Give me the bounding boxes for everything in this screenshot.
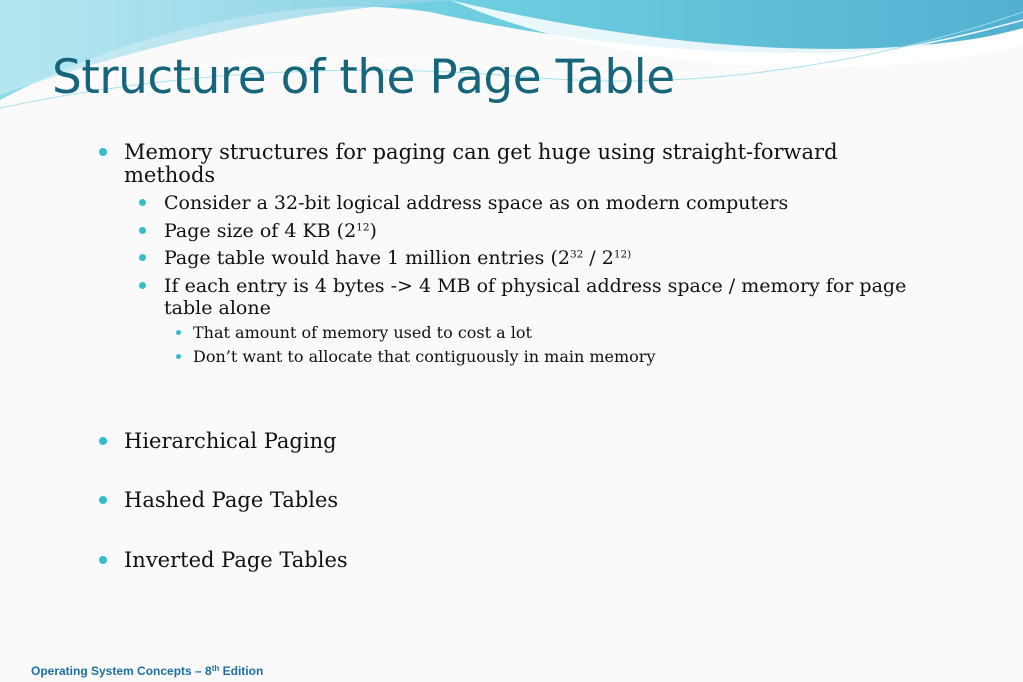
bullet-hashed-page-tables: Hashed Page Tables (124, 488, 339, 512)
bullet-dot (139, 282, 146, 289)
bullet-hierarchical-paging: Hierarchical Paging (124, 429, 337, 453)
bullet-dot (139, 199, 146, 206)
bullet-dot (99, 148, 107, 156)
bullet-contiguous-allocation: Don’t want to allocate that contiguously in main memory (193, 347, 656, 366)
bullet-memory-structures: Memory structures for paging can get huge using straight-forward methods (124, 140, 838, 187)
footer-edition: Operating System Concepts – 8th Edition (31, 664, 264, 678)
bullet-dot (139, 227, 146, 234)
bullet-entry-size: If each entry is 4 bytes -> 4 MB of physical address space / memory for page table alone (164, 275, 907, 319)
bullet-dot (99, 556, 107, 564)
bullet-dot (176, 330, 181, 335)
bullet-dot (99, 496, 107, 504)
bullet-32bit-address-space: Consider a 32-bit logical address space as on modern computers (164, 192, 789, 214)
bullet-page-size: Page size of 4 KB $(2^{12})$ (164, 220, 377, 242)
bullet-dot (176, 354, 181, 359)
bullet-page-table-entries: Page table would have 1 million entries ($2^{32} / 2^{12)}$ (164, 247, 632, 269)
bullet-dot (139, 254, 146, 261)
bullet-inverted-page-tables: Inverted Page Tables (124, 548, 348, 572)
bullet-memory-cost: That amount of memory used to cost a lot (193, 323, 532, 342)
bullet-dot (99, 437, 107, 445)
slide-title: Structure of the Page Table (52, 50, 675, 105)
